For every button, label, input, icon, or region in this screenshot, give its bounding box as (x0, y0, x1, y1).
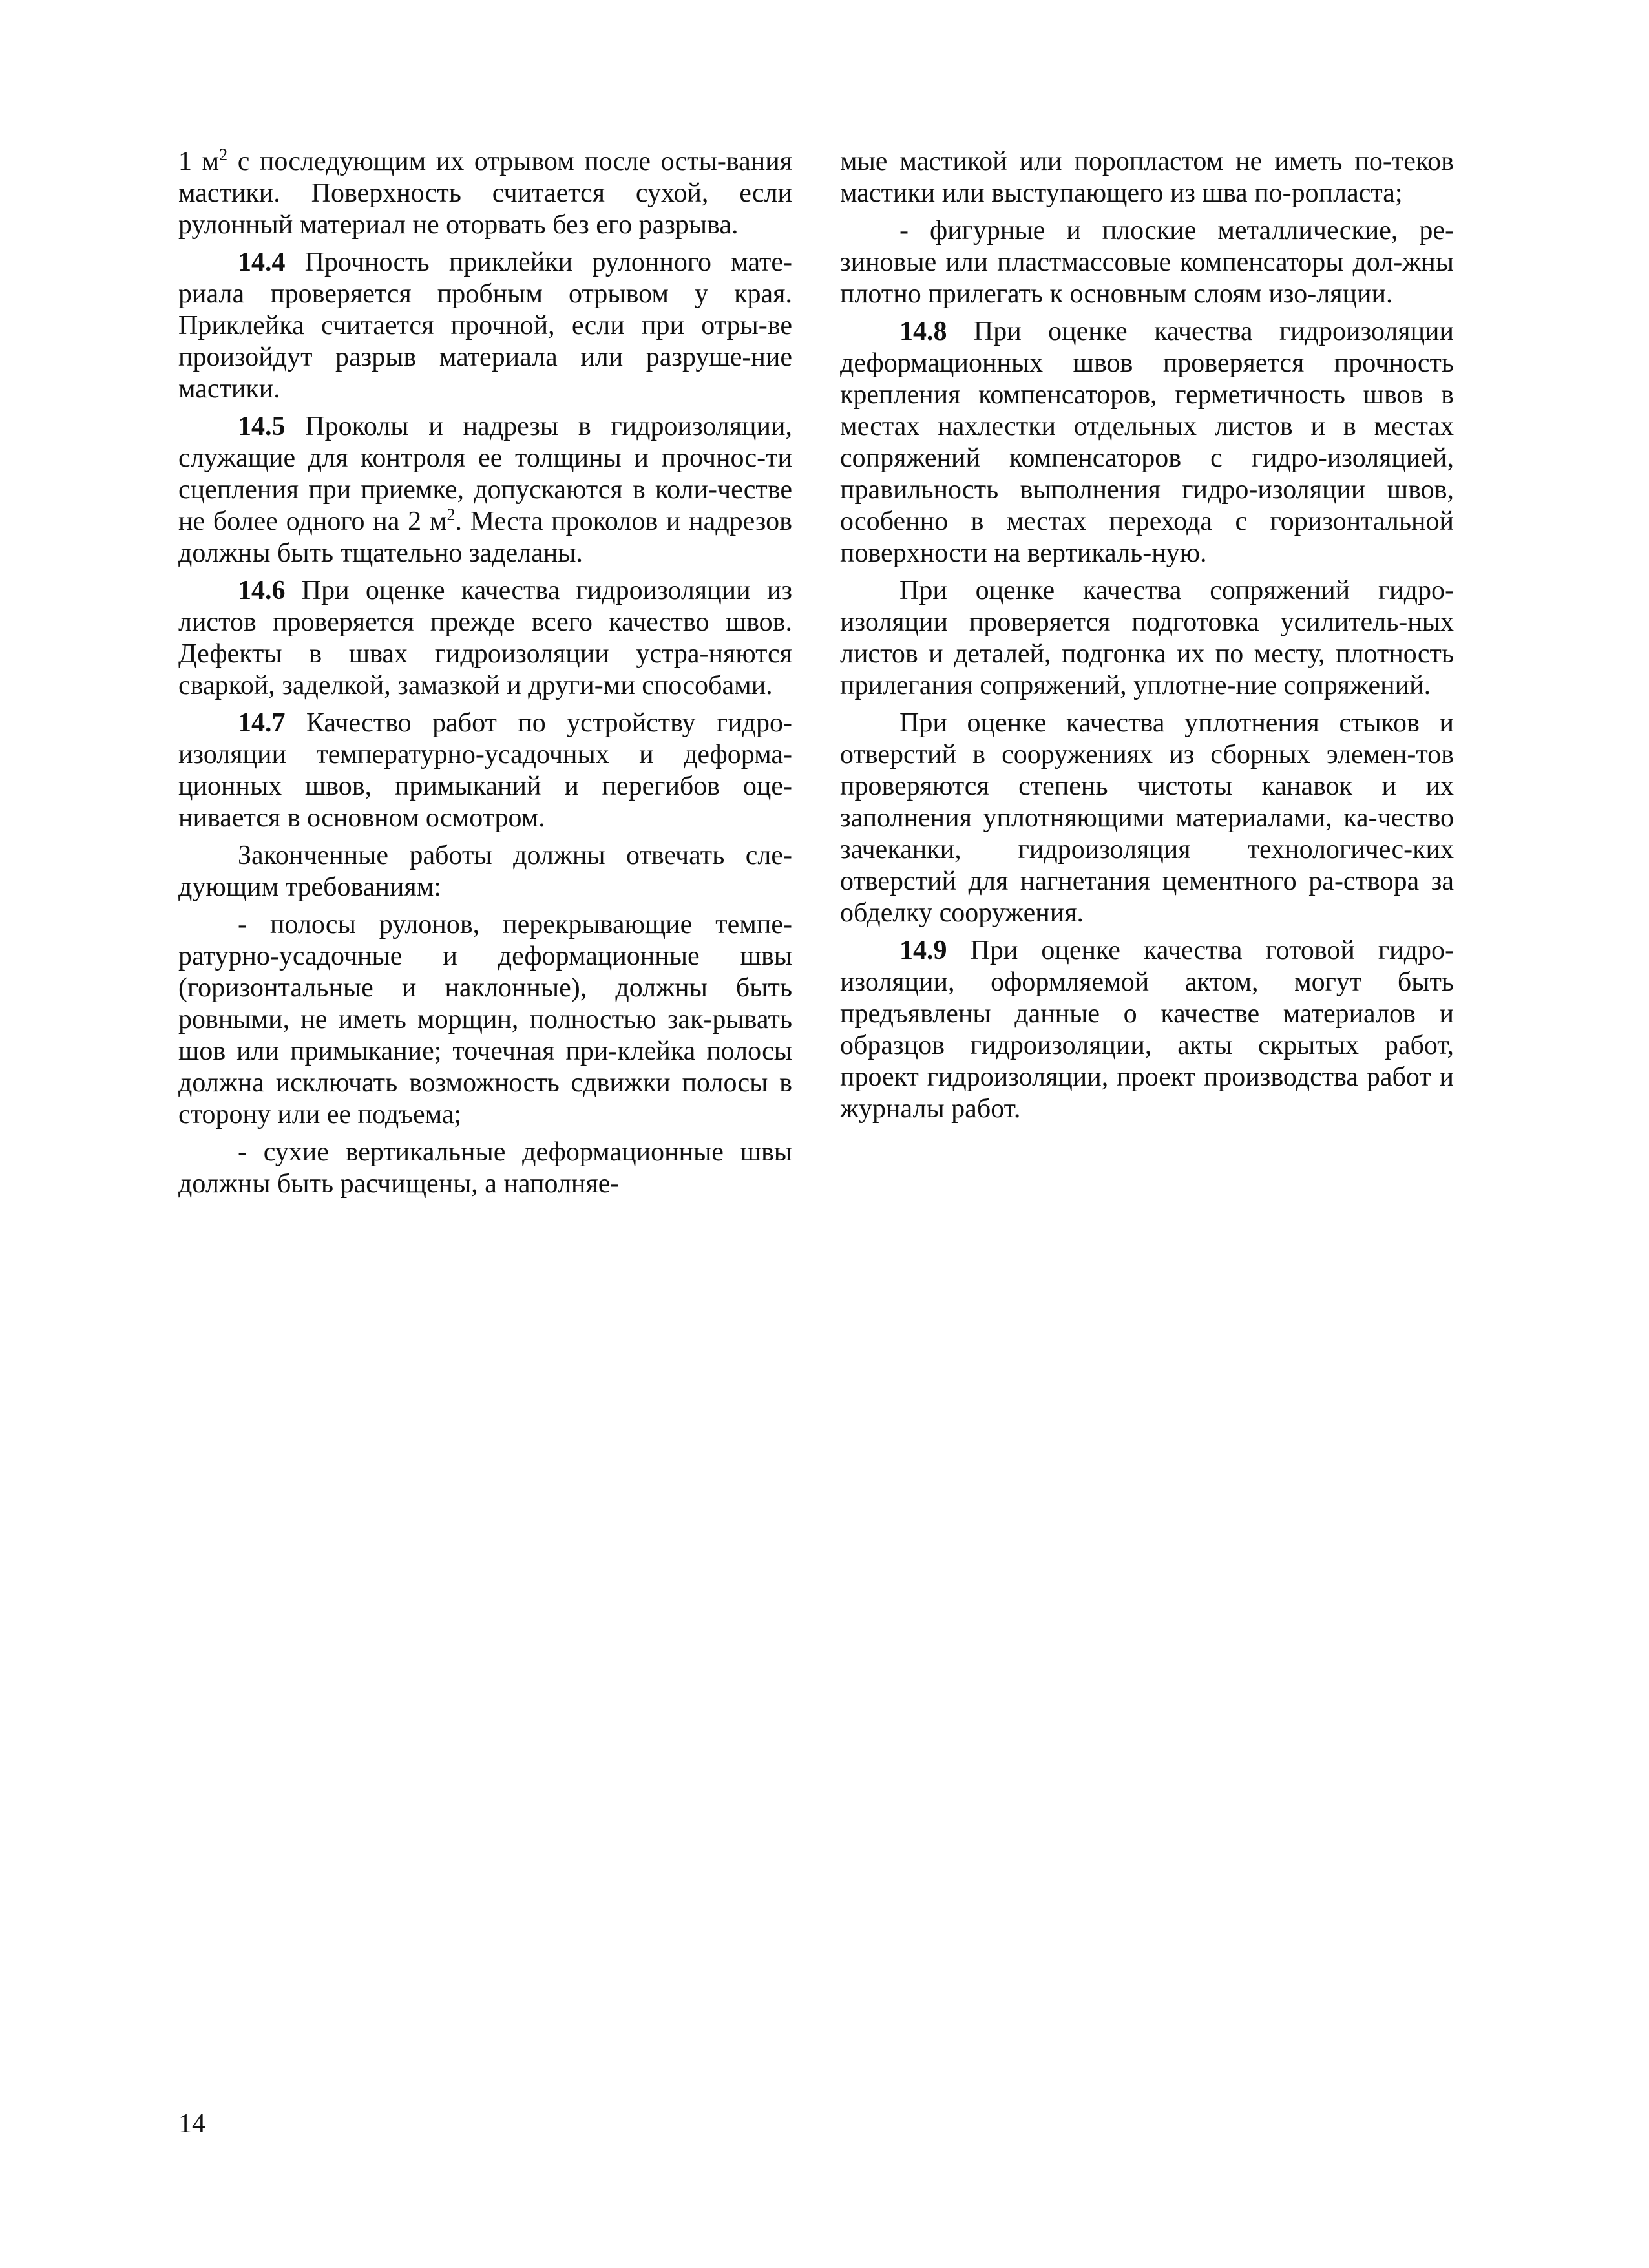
paragraph-text: Прочность приклейки рулонного мате-риала проверяется пробным отрывом у края. Приклейка считается прочной, если при отры-ве произойдут разрыв материала или разруше-ние мастики. (178, 247, 792, 404)
list-item-dry-joints: - сухие вертикальные деформационные швы должны быть расчищены, а наполняе- (178, 1137, 792, 1199)
paragraph-14-6 (178, 575, 792, 702)
paragraph-text: . Места проколов и надрезов должны быть тщательно заделаны. (178, 507, 792, 568)
paragraph-14-8 (840, 316, 1454, 569)
section-number: 14.4 (238, 247, 286, 277)
right-column (840, 146, 1454, 1125)
list-item-roll-strips: - полосы рулонов, перекрывающие темпе-ратурно-усадочные и деформационные швы (горизонтальные и наклонные), должны быть ровными, не иметь морщин, полностью зак-рывать шов или примыкание; точечная при-клейка полосы должна исключать возможность сдвижки полосы в сторону или ее подъема; (178, 910, 792, 1129)
paragraph-text: При оценке качества гидроизоляции деформационных швов проверяется прочность крепления компенсаторов, герметичность швов в местах нахлестки отдельных листов и в местах сопряжений компенсаторов с гидро-изоляцией, правильность выполнения гидро-изоляции швов, особенно в местах перехода с горизонтальной поверхности на вертикаль-ную. (840, 317, 1454, 568)
paragraph-continuation (178, 146, 792, 241)
paragraph-14-5 (178, 411, 792, 569)
section-number: 14.6 (238, 576, 286, 605)
paragraph-text: 1 м (178, 147, 220, 176)
paragraph-text: При оценке качества готовой гидро-изоляции, оформляемой актом, могут быть предъявлены данные о качестве материалов и образцов гидроизоляции, акты скрытых работ, проект гидроизоляции, проект производства работ и журналы работ. (840, 936, 1454, 1124)
superscript: 2 (219, 145, 228, 164)
section-number: 14.9 (899, 936, 947, 965)
page-number: 14 (178, 2109, 205, 2139)
superscript: 2 (446, 505, 456, 524)
list-item-compensators: - фигурные и плоские металлические, ре-зиновые или пластмассовые компенсаторы дол-жны плотно прилегать к основным слоям изо-ляции. (840, 216, 1454, 309)
paragraph-junctions: При оценке качества сопряжений гидро-изоляции проверяется подготовка усилитель-ных листов и деталей, подгонка их по месту, плотность прилегания сопряжений, уплотне-ние сопряжений. (840, 576, 1454, 700)
paragraph-requirements-intro: Законченные работы должны отвечать сле-дующим требованиям: (178, 841, 792, 902)
paragraph-text: с последующим их отрывом после осты-вания мастики. Поверхность считается сухой, если рулонный материал не оторвать без его разрыва. (178, 147, 793, 240)
paragraph-14-9 (840, 935, 1454, 1125)
paragraph-continuation: мые мастикой или поропластом не иметь по-теков мастики или выступающего из шва по-ропласта; (840, 147, 1454, 208)
section-number: 14.8 (899, 317, 947, 346)
paragraph-joint-sealing: При оценке качества уплотнения стыков и отверстий в сооружениях из сборных элемен-тов проверяются степень чистоты канавок и их заполнения уплотняющими материалами, ка-чество зачеканки, гидроизоляция технологичес-ких отверстий для нагнетания цементного ра-створа за обделку сооружения. (840, 708, 1454, 928)
paragraph-14-7 (178, 708, 792, 834)
section-number: 14.7 (238, 708, 286, 738)
left-column (178, 146, 792, 1200)
paragraph-text: Проколы и надрезы в гидроизоляции, служащие для контроля ее толщины и прочнос-ти сцепления при приемке, допускаются в коли-честве не более одного на 2 м (178, 412, 792, 536)
paragraph-14-4 (178, 247, 792, 405)
paragraph-text: Качество работ по устройству гидро-изоляции температурно-усадочных и деформа-ционных швов, примыканий и перегибов оце-нивается в основном осмотром. (178, 708, 792, 833)
paragraph-text: При оценке качества гидроизоляции из листов проверяется прежде всего качество швов. Дефекты в швах гидроизоляции устра-няются сваркой, заделкой, замазкой и други-ми способами. (178, 576, 792, 700)
section-number: 14.5 (238, 412, 286, 441)
